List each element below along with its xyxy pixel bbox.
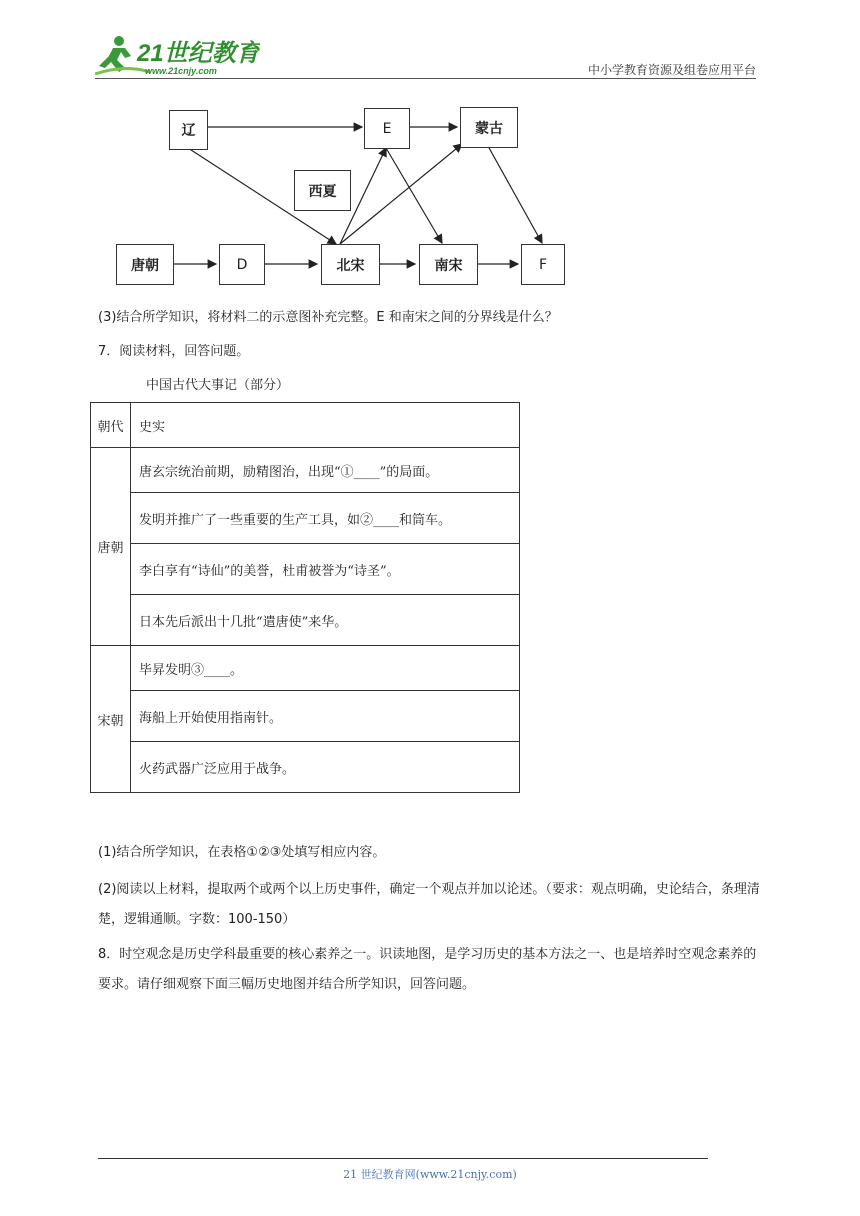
fact-cell: 唐玄宗统治前期，励精图治，出现“①____”的局面。 (131, 448, 520, 493)
node-f: F (521, 244, 565, 285)
question-7-1: (1)结合所学知识，在表格①②③处填写相应内容。 (98, 845, 386, 860)
node-menggu: 蒙古 (460, 107, 518, 148)
table-row (91, 448, 520, 493)
fact-cell: 日本先后派出十几批“遣唐使”来华。 (131, 595, 520, 646)
header-tagline: 中小学教育资源及组卷应用平台 (587, 63, 756, 77)
events-table (90, 402, 520, 793)
node-e: E (364, 108, 410, 149)
fact-cell: 海船上开始使用指南针。 (131, 691, 520, 742)
fact-cell: 火药武器广泛应用于战争。 (131, 742, 520, 793)
header-facts: 史实 (131, 403, 520, 448)
question-7-2: (2)阅读以上材料，提取两个或两个以上历史事件，确定一个观点并加以论述。（要求：观点明确，史论结合，条理清楚，逻辑通顺。字数：100-150） (98, 882, 760, 927)
node-d: D (219, 244, 265, 285)
footer-link[interactable]: 21 世纪教育网(www.21cnjy.com) (343, 1168, 517, 1181)
header-divider (95, 78, 756, 79)
node-tang: 唐朝 (116, 244, 174, 285)
arrow-beisong-menggu (340, 144, 462, 244)
question-8: 8．时空观念是历史学科最重要的核心素养之一。识读地图，是学习历史的基本方法之一、也是培养时空观念素养的要求。请仔细观察下面三幅历史地图并结合所学知识，回答问题。 (98, 947, 757, 992)
site-logo (95, 34, 260, 80)
arrow-e-nansong (386, 148, 442, 243)
dynasty-song: 宋朝 (91, 646, 131, 793)
footer-divider (98, 1158, 708, 1159)
node-nansong: 南宋 (419, 244, 478, 285)
node-liao: 辽 (169, 110, 208, 150)
logo-url: www.21cnjy.com (145, 66, 217, 76)
table-caption: 中国古代大事记（部分） (146, 378, 290, 393)
logo-title: 21世纪教育 (137, 40, 260, 67)
table-row (91, 544, 520, 595)
dynasty-diagram (110, 100, 580, 290)
fact-cell: 李白享有“诗仙”的美誉，杜甫被誉为“诗圣”。 (131, 544, 520, 595)
table-row (91, 742, 520, 793)
dynasty-tang: 唐朝 (91, 448, 131, 646)
table-header-row (91, 403, 520, 448)
header-dynasty: 朝代 (91, 403, 131, 448)
table-row (91, 691, 520, 742)
fact-cell: 发明并推广了一些重要的生产工具，如②____和筒车。 (131, 493, 520, 544)
question-7-intro: 7．阅读材料，回答问题。 (98, 344, 250, 359)
question-6-3: (3)结合所学知识，将材料二的示意图补充完整。E 和南宋之间的分界线是什么？ (98, 310, 558, 325)
table-row (91, 646, 520, 691)
node-beisong: 北宋 (321, 244, 380, 285)
node-xixia: 西夏 (294, 170, 351, 211)
table-row (91, 493, 520, 544)
table-row (91, 595, 520, 646)
fact-cell: 毕昇发明③____。 (131, 646, 520, 691)
arrow-menggu-f (488, 146, 542, 243)
